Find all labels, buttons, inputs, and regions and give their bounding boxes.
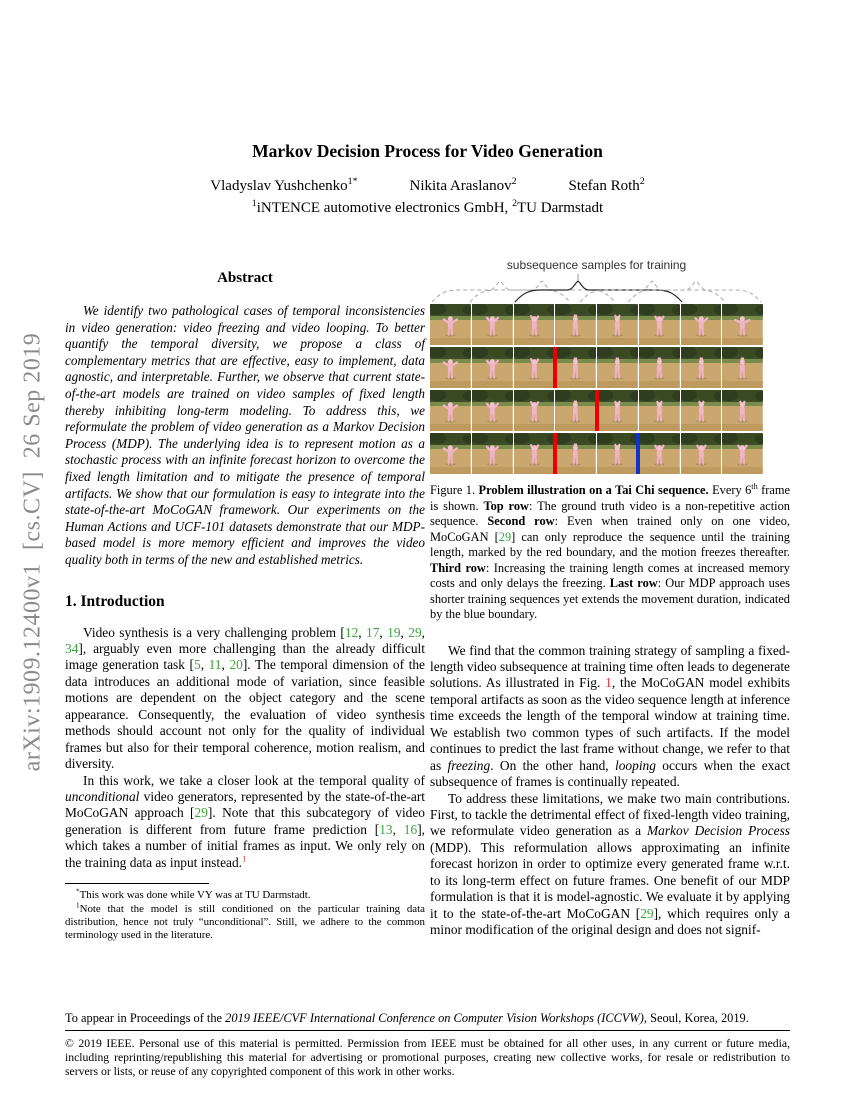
left-column xyxy=(65,270,425,942)
video-frame xyxy=(597,304,638,345)
video-frame xyxy=(430,433,471,474)
copyright-notice: © 2019 IEEE. Personal use of this material is permitted. Permission from IEEE must be obtained for all other uses, in any current or future media, including reprinting/republishing this material for advertising or promotional purposes, creating new collective works, for resale or redistribution to servers or lists, or reuse of any copyrighted component of this work in other works. xyxy=(65,1037,790,1078)
video-frame xyxy=(514,304,555,345)
training-boundary-red xyxy=(553,433,557,474)
right-column xyxy=(430,258,790,939)
footer-divider xyxy=(65,1030,790,1031)
author-affiliation-sup: 2 xyxy=(511,176,517,187)
footnote-star: *This work was done while VY was at TU Darmstadt. xyxy=(76,887,311,902)
video-frame xyxy=(472,433,513,474)
abstract-text: We identify two pathological cases of temporal inconsistencies in video generation: video freezing and video looping. To better quantify the temporal diversity, we propose a class of complementary metrics that are effective, easy to implement, data agnostic, and interpretable. Further, we observe that current state-of-the-art models are trained on video samples of fixed length thereby inhibiting long-term modeling. To address this, we reformulate the problem of video generation as a Markov Decision Process (MDP). The underlying idea is to represent motion as a stochastic process with an infinite forecast horizon to overcome the fixed length limitation and to mitigate the presence of temporal artifacts. We show that our formulation is easy to integrate into the state-of-the-art MoCoGAN framework. Our experiments on the Human Actions and UCF-101 datasets demonstrate that our MDP-based model is more memory efficient and improves the video quality both in terms of the new and established metrics. xyxy=(65,303,425,567)
video-frame xyxy=(555,433,596,474)
sampling-braces-graphic xyxy=(430,274,763,304)
right-paragraph-1: We find that the common training strategy of sampling a fixed-length video subsequence at training time often leads to degenerate solutions. As illustrated in Fig. 1, the MoCoGAN model exhibits temporal artifacts as soon as the video sequence length at inference time exceeds the length of the temporal window at training time. We establish two common types of such artifacts. If the model continues to predict the last frame without change, we refer to that as freezing. On the other hand, looping occurs when the exact subsequence of frames is continually repeated. xyxy=(430,642,790,790)
abstract-heading: Abstract xyxy=(217,270,273,286)
video-frame xyxy=(639,347,680,388)
video-frame xyxy=(472,304,513,345)
video-frame xyxy=(555,390,596,431)
arxiv-watermark: arXiv:1909.12400v1 [cs.CV] 26 Sep 2019 xyxy=(19,332,46,772)
author-name: Stefan Roth$^2$ xyxy=(568,176,645,194)
video-frame xyxy=(597,390,638,431)
footnote-1: $^1$Note that the model is still conditioned on the particular training data distribution, hence not truly “unconditional”. Still, we adhere to the common terminology used in the literature. xyxy=(65,900,425,941)
video-frame xyxy=(514,433,555,474)
training-boundary-red xyxy=(553,347,557,388)
video-frame xyxy=(722,390,763,431)
intro-paragraph-2: In this work, we take a closer look at the temporal quality of unconditional video generators, represented by the state-of-the-art MoCoGAN approach [29]. Note that this subcategory of video generation is different from future frame prediction [13, 16], which takes a number of initial frames as input. We only rely on the training data as input instead.$^1$ xyxy=(65,772,425,870)
video-frame xyxy=(430,347,471,388)
video-frame xyxy=(514,347,555,388)
video-frame xyxy=(681,347,722,388)
figure-1-frames xyxy=(430,304,763,474)
figure-1-caption: Figure 1. Problem illustration on a Tai Chi sequence. Every 6th frame is shown. Top row: The ground truth video is a non-repetitive action sequence. Second row: Even when trained only on one video, MoCoGAN [29] can only reproduce the sequence until the training length, marked by the red boundary, and the motion freezes thereafter. Third row: Increasing the training length comes at increased memory costs and only delays the freezing. Last row: Our MDP approach uses shorter training sequences yet extends the movement duration, indicated by the blue boundary. xyxy=(430,481,791,621)
video-frame xyxy=(430,304,471,345)
author-affiliation-sup: 2 xyxy=(639,176,645,187)
video-frame xyxy=(597,433,638,474)
video-frame xyxy=(639,390,680,431)
video-frame xyxy=(681,390,722,431)
figure-annotation-label: subsequence samples for training xyxy=(506,258,687,272)
video-frame xyxy=(514,390,555,431)
author-name: Nikita Araslanov$^2$ xyxy=(409,176,517,194)
video-frame xyxy=(639,433,680,474)
intro-paragraph-1: Video synthesis is a very challenging problem [12, 17, 19, 29, 34], arguably even more challenging than the already difficult image generation task [5, 11, 20]. The temporal dimension of the data introduces an additional mode of variation, since feasible motions are dependent on the object category and the scene appearance. Consequently, the evaluation of video synthesis methods should account not only for the quality of individual frames but also for their temporal coherence, motion realism, and diversity. xyxy=(65,624,425,772)
video-frame xyxy=(555,304,596,345)
author-list xyxy=(65,178,790,195)
right-paragraph-2: To address these limitations, we make two main contributions. First, to tackle the detrimental effect of fixed-length video training, we reformulate video generation as a Markov Decision Process (MDP). This reformulation allows approximating an infinite forecast horizon in order to optimize every generated frame w.r.t. to its long-term effect on future frames. One benefit of our MDP formulation is that it is model-agnostic. We evaluate it by applying it to the state-of-the-art MoCoGAN [29], which requires only a minor modification of the original design and does not signif- xyxy=(430,790,790,938)
training-boundary-red xyxy=(595,390,599,431)
section-1-heading: 1. Introduction xyxy=(65,592,165,610)
video-frame xyxy=(597,347,638,388)
video-frame xyxy=(722,433,763,474)
video-frame-row xyxy=(430,304,763,345)
extension-boundary-blue xyxy=(636,433,640,474)
footnote-divider xyxy=(65,883,209,884)
paper-title: Markov Decision Process for Video Generation xyxy=(252,141,603,161)
venue-note: To appear in Proceedings of the 2019 IEEE/CVF International Conference on Computer Vision Workshops (ICCVW), Seoul, Korea, 2019. xyxy=(65,1011,749,1025)
video-frame-row xyxy=(430,390,763,431)
video-frame xyxy=(555,347,596,388)
author-affiliation-sup: 1* xyxy=(347,176,358,187)
video-frame xyxy=(681,304,722,345)
video-frame xyxy=(472,390,513,431)
video-frame-row xyxy=(430,347,763,388)
video-frame xyxy=(472,347,513,388)
affiliation-line: $^1$iNTENCE automotive electronics GmbH, $^2$TU Darmstadt xyxy=(251,198,604,216)
video-frame xyxy=(430,390,471,431)
video-frame-row xyxy=(430,433,763,474)
video-frame xyxy=(681,433,722,474)
video-frame xyxy=(722,304,763,345)
author-name: Vladyslav Yushchenko$^{1*}$ xyxy=(210,176,358,194)
video-frame xyxy=(722,347,763,388)
video-frame xyxy=(639,304,680,345)
